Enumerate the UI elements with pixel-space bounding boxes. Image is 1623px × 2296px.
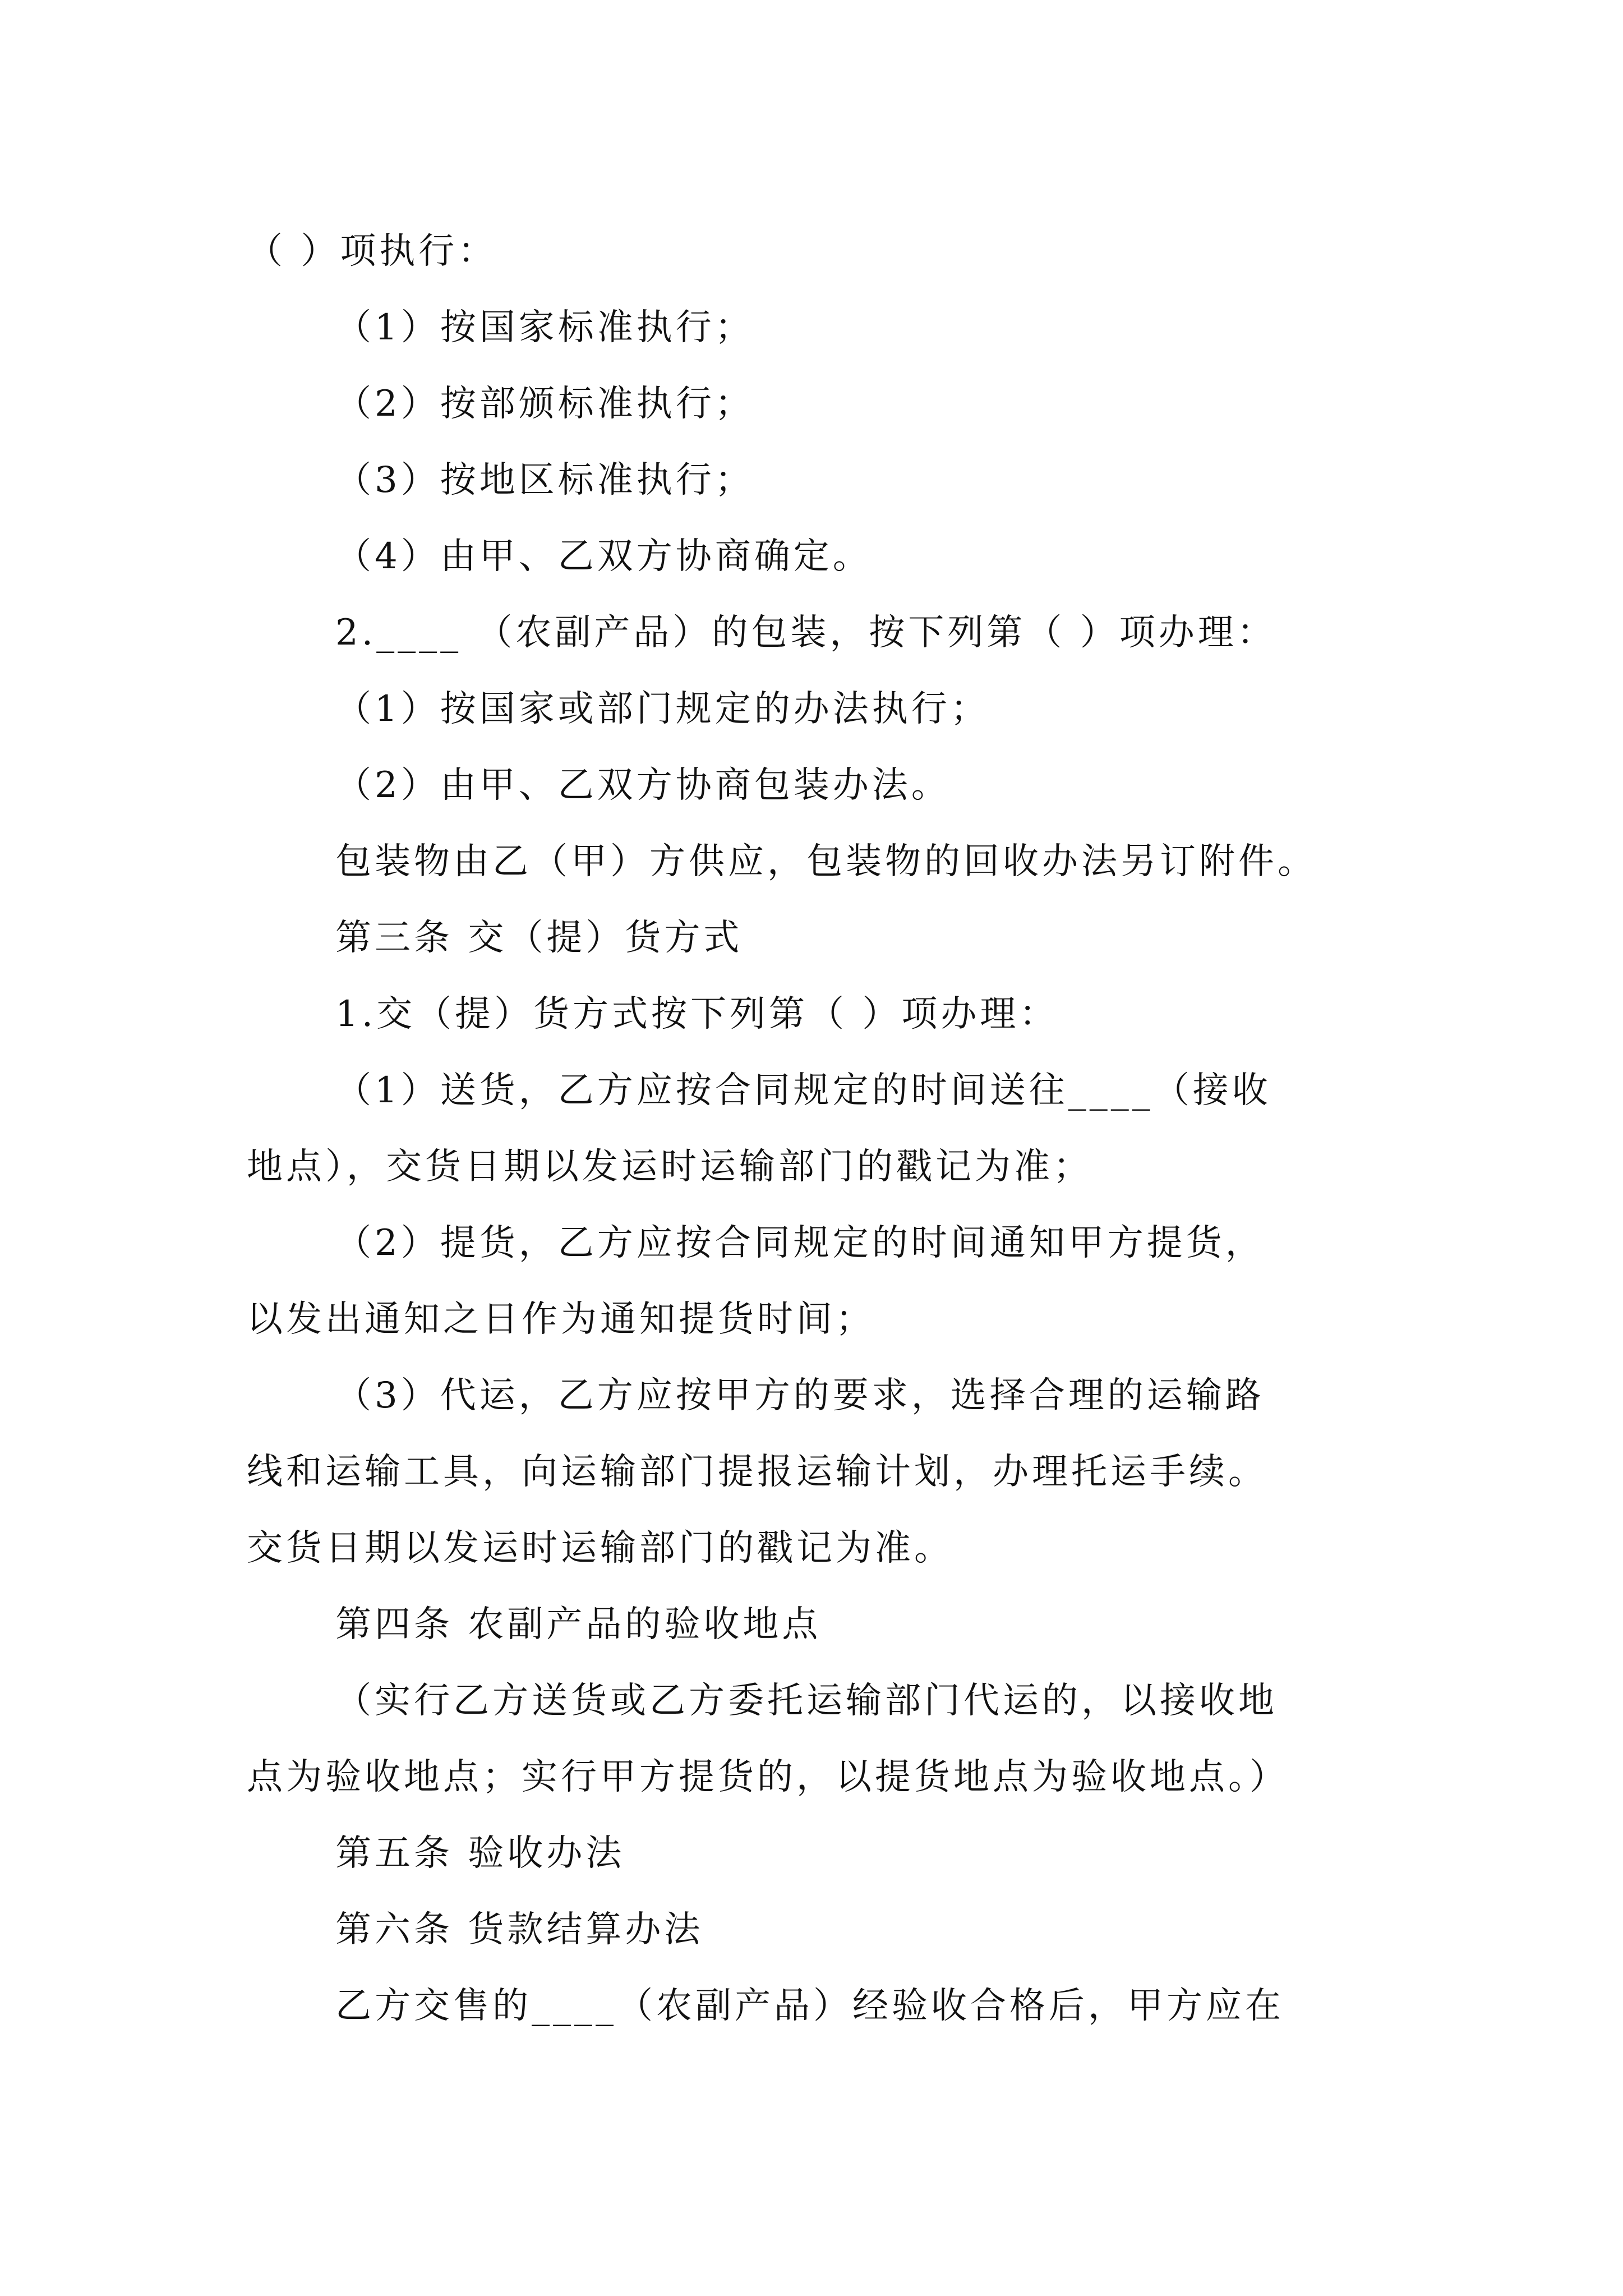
text-line: （ ）项执行： xyxy=(247,231,497,272)
text-line: 1.交（提）货方式按下列第（ ）项办理： xyxy=(335,993,1059,1035)
text-line: 地点），交货日期以发运时运输部门的戳记为准； xyxy=(247,1146,1092,1188)
text-line: （1）送货，乙方应按合同规定的时间送往____（接收 xyxy=(335,1070,1271,1111)
section-heading: 第六条 货款结算办法 xyxy=(335,1909,704,1950)
text-line: （1）按国家或部门规定的办法执行； xyxy=(335,688,990,730)
text-line: 乙方交售的____（农副产品）经验收合格后，甲方应在 xyxy=(335,1985,1284,2027)
text-line: 2.____ （农副产品）的包装，按下列第（ ）项办理： xyxy=(335,612,1276,654)
text-line: 点为验收地点；实行甲方提货的，以提货地点为验收地点。） xyxy=(247,1756,1289,1798)
text-line: （2）由甲、乙双方协商包装办法。 xyxy=(335,765,951,806)
text-line: （3）代运，乙方应按甲方的要求，选择合理的运输路 xyxy=(335,1375,1265,1416)
document-body xyxy=(247,213,1385,2044)
text-line: 包装物由乙（甲）方供应，包装物的回收办法另订附件。 xyxy=(335,841,1317,882)
text-line: 交货日期以发运时运输部门的戳记为准。 xyxy=(247,1527,953,1569)
text-line: （2）按部颁标准执行； xyxy=(335,383,754,425)
text-line: 线和运输工具，向运输部门提报运输计划，办理托运手续。 xyxy=(247,1451,1267,1493)
text-line: （实行乙方送货或乙方委托运输部门代运的，以接收地 xyxy=(335,1680,1278,1722)
text-line: （4）由甲、乙双方协商确定。 xyxy=(335,536,872,577)
section-heading: 第四条 农副产品的验收地点 xyxy=(335,1604,822,1645)
section-heading: 第五条 验收办法 xyxy=(335,1833,625,1874)
text-line: （1）按国家标准执行； xyxy=(335,307,754,348)
text-line: 以发出通知之日作为通知提货时间； xyxy=(247,1299,875,1340)
section-heading: 第三条 交（提）货方式 xyxy=(335,917,743,959)
text-line: （2）提货，乙方应按合同规定的时间通知甲方提货， xyxy=(335,1222,1265,1264)
text-line: （3）按地区标准执行； xyxy=(335,459,754,501)
